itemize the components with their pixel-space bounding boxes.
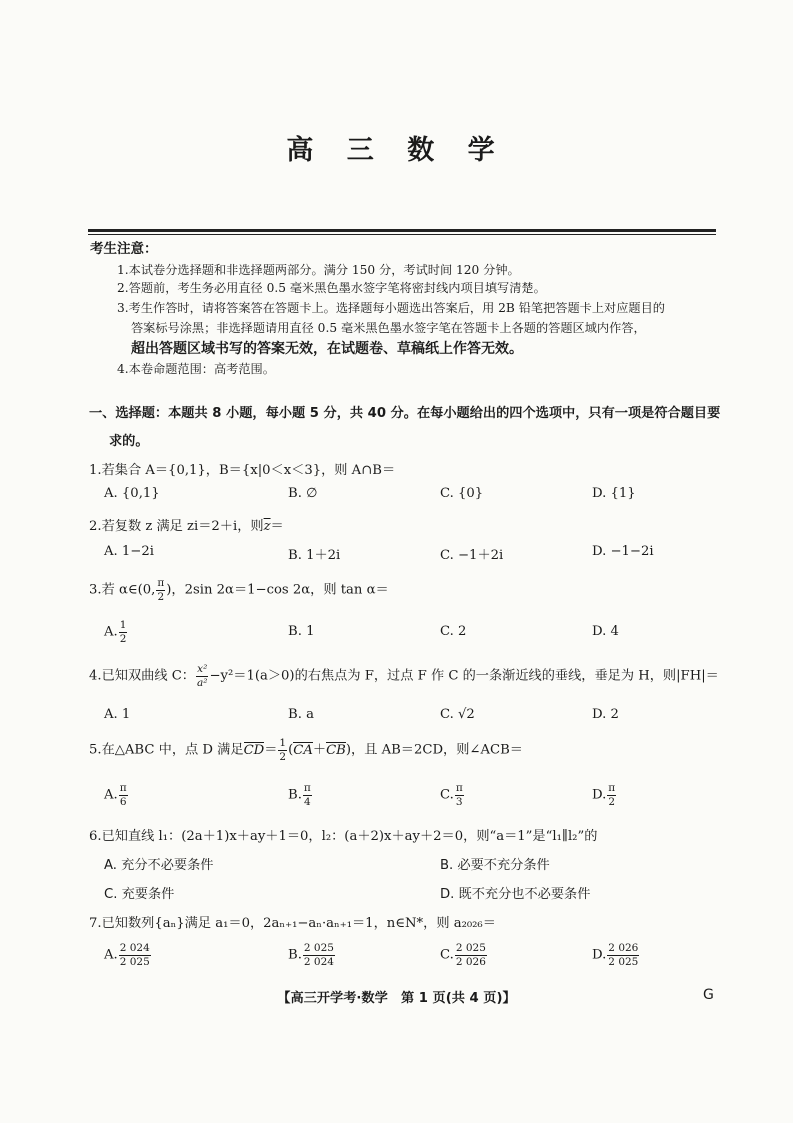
- q5-vector-ca: CA: [293, 742, 313, 758]
- q1-option-c: C. {0}: [440, 486, 484, 501]
- question-4: [89, 664, 719, 688]
- header-rule-thick: [88, 229, 716, 232]
- q3-option-b: B. 1: [288, 624, 315, 639]
- q2-option-a: A. 1−2i: [104, 544, 154, 559]
- q2-option-c: C. −1＋2i: [440, 548, 504, 563]
- q1-option-b: B. ∅: [288, 486, 318, 501]
- q5-option-a: A. $\frac{\pi}{6}$: [104, 782, 127, 808]
- q5-vector-cd: CD: [243, 742, 265, 758]
- q5-vector-cb: CB: [326, 742, 346, 758]
- q3-stem-a: 3.若 α∈(0,: [89, 582, 156, 598]
- question-7: 7.已知数列{aₙ}满足 a₁＝0，2aₙ₊₁−aₙ·aₙ₊₁＝1，n∈N*，则 a₂₀₂₆＝: [89, 916, 496, 931]
- notice-item-3-cont: 答案标号涂黑；非选择题请用直径 0.5 毫米黑色墨水签字笔在答题卡上各题的答题区域内作答，: [131, 321, 646, 335]
- q5-stem-a: 5.在△ABC 中，点 D 满足: [89, 742, 244, 758]
- question-5: 5.在△ABC 中，点 D 满足CD＝ $\frac{1}{2}$ (CA＋CB)，且 AB＝2CD，则∠ACB＝: [89, 737, 523, 763]
- q5-option-d: D. $\frac{\pi}{2}$: [592, 782, 616, 808]
- q2-stem-b: ＝: [270, 519, 284, 534]
- q5-one-half: $\frac{1}{2}$: [279, 737, 287, 763]
- q7-option-b: B. $\frac{2 025}{2 024}$: [288, 942, 334, 968]
- notice-item-2: 2.答题前，考生务必用直径 0.5 毫米黑色墨水签字笔将密封线内项目填写清楚。: [117, 281, 546, 295]
- notice-item-3: 3.考生作答时，请将答案答在答题卡上。选择题每小题选出答案后，用 2B 铅笔把答题卡上对应题目的: [117, 301, 665, 315]
- paper-code: G: [703, 987, 714, 1003]
- q2-option-d: D. −1−2i: [592, 544, 654, 559]
- q7-option-c: C. $\frac{2 025}{2 026}$: [440, 942, 486, 968]
- q3-option-a-frac: $\frac{1}{2}$: [119, 619, 127, 645]
- q1-option-d: D. {1}: [592, 486, 636, 501]
- header-rule-thin: [88, 234, 716, 235]
- notice-heading: 考生注意：: [90, 241, 158, 257]
- q2-option-b: B. 1＋2i: [288, 548, 341, 563]
- q7-option-d: D. $\frac{2 026}{2 025}$: [592, 942, 639, 968]
- q3-pi-over-2: $\frac{\pi}{2}$: [157, 577, 165, 603]
- notice-item-3-bold: 超出答题区域书写的答案无效，在试题卷、草稿纸上作答无效。: [131, 341, 523, 357]
- question-3: [89, 578, 389, 602]
- section-heading: 一、选择题：本题共 8 小题，每小题 5 分，共 40 分。在每小题给出的四个选项中，只有一项是符合题目要: [89, 406, 721, 421]
- page-footer: 【高三开学考·数学 第 1 页(共 4 页)】: [277, 991, 516, 1006]
- q6-option-d: D. 既不充分也不必要条件: [440, 887, 591, 902]
- q3-option-a: A. $\frac{1}{2}$: [104, 619, 127, 645]
- q3-option-c: C. 2: [440, 624, 467, 639]
- q4-option-d: D. 2: [592, 707, 619, 722]
- q7-option-a: A. $\frac{2 024}{2 025}$: [104, 942, 150, 968]
- q6-option-c: C. 充要条件: [104, 887, 175, 902]
- q4-option-b: B. a: [288, 707, 314, 722]
- q2-stem-a: 2.若复数 z 满足 zi＝2＋i，则: [89, 519, 264, 534]
- section-heading-cont: 求的。: [109, 434, 149, 449]
- q4-option-c: C. √2: [440, 707, 475, 722]
- q4-option-a: A. 1: [104, 707, 131, 722]
- question-1: 1.若集合 A＝{0,1}，B＝{x|0＜x＜3}，则 A∩B＝: [89, 463, 396, 478]
- q4-x2-over-a2: $\frac{\text{x²}}{\text{a²}}$: [197, 663, 208, 689]
- q4-stem-b: −y²＝1(a＞0)的右焦点为 F，过点 F 作 C 的一条渐近线的垂线，垂足为 H，则|FH|＝: [209, 668, 719, 684]
- q2-conjugate-z: $\overline{z}$: [263, 519, 271, 534]
- q5-option-c: C. $\frac{\pi}{3}$: [440, 782, 463, 808]
- q5-option-b: B. $\frac{\pi}{4}$: [288, 782, 311, 808]
- q5-stem-c: )，且 AB＝2CD，则∠ACB＝: [345, 742, 523, 758]
- notice-item-4: 4.本卷命题范围：高考范围。: [117, 362, 275, 376]
- notice-item-1: 1.本试卷分选择题和非选择题两部分。满分 150 分，考试时间 120 分钟。: [117, 263, 520, 277]
- q4-stem-a: 4.已知双曲线 C：: [89, 668, 195, 684]
- page-title: 高 三 数 学: [286, 135, 507, 166]
- q6-option-b: B. 必要不充分条件: [440, 858, 550, 873]
- question-2: [89, 515, 284, 534]
- q6-option-a: A. 充分不必要条件: [104, 858, 214, 873]
- q3-option-d: D. 4: [592, 624, 619, 639]
- q1-option-a: A. {0,1}: [104, 486, 160, 501]
- question-6: 6.已知直线 l₁：(2a＋1)x＋ay＋1＝0，l₂：(a＋2)x＋ay＋2＝0，则“a＝1”是“l₁∥l₂”的: [89, 829, 598, 844]
- q3-stem-b: )，2sin 2α＝1−cos 2α，则 tan α＝: [166, 582, 389, 598]
